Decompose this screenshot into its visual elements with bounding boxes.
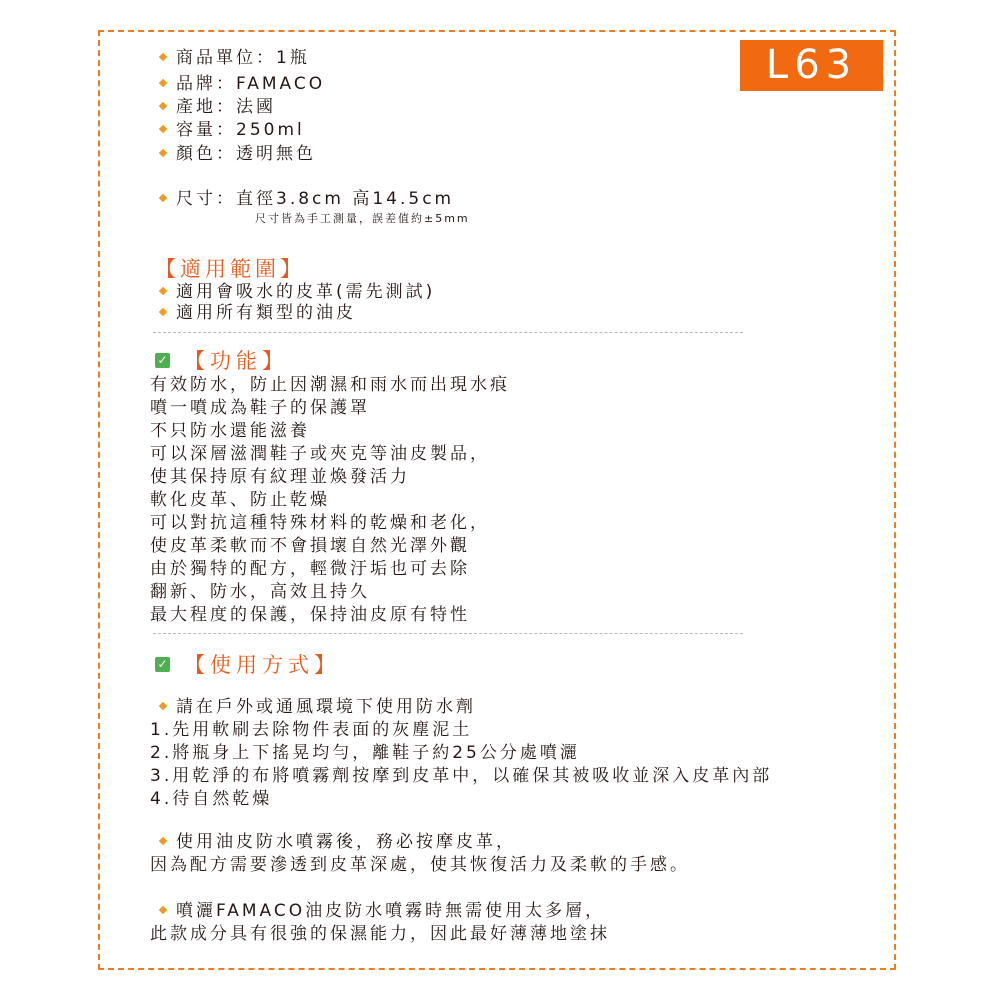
bullet-diamond-icon [159, 148, 167, 156]
method-intro: 請在戶外或通風環境下使用防水劑 [150, 696, 476, 718]
spec-capacity: 容量：250ml [150, 119, 305, 141]
function-line: 最大程度的保護，保持油皮原有特性 [150, 605, 470, 625]
bullet-diamond-icon [159, 124, 167, 132]
tip-massage-cont: 因為配方需要滲透到皮革深處，使其恢復活力及柔軟的手感。 [150, 855, 690, 875]
spec-origin: 產地：法國 [150, 96, 276, 118]
usage-scope-item: 適用會吸水的皮革(需先測試) [150, 281, 435, 303]
function-line: 由於獨特的配方，輕微汙垢也可去除 [150, 559, 470, 579]
spec-size: 尺寸：直徑3.8cm 高14.5cm [150, 188, 454, 210]
bullet-diamond-icon [159, 701, 167, 709]
bullet-diamond-icon [159, 905, 167, 913]
section-divider [153, 332, 743, 333]
tip-thin-layer: 噴灑FAMACO油皮防水噴霧時無需使用太多層， [150, 900, 605, 922]
method-heading: ✓ 【使用方式】 [155, 649, 340, 679]
function-line: 使其保持原有紋理並煥發活力 [150, 467, 410, 487]
function-heading: ✓ 【功能】 [155, 345, 288, 375]
bullet-diamond-icon [159, 286, 167, 294]
usage-scope-heading: 【適用範圍】 [155, 257, 305, 281]
usage-scope-item: 適用所有類型的油皮 [150, 302, 356, 324]
check-mark-icon: ✓ [155, 657, 170, 672]
method-step: 4.待自然乾燥 [150, 789, 273, 809]
bullet-diamond-icon [159, 307, 167, 315]
section-divider [153, 633, 743, 634]
spec-brand: 品牌：FAMACO [150, 73, 325, 95]
method-step: 3.用乾淨的布將噴霧劑按摩到皮革中，以確保其被吸收並深入皮革內部 [150, 766, 773, 786]
function-line: 可以對抗這種特殊材料的乾燥和老化， [150, 513, 490, 533]
bullet-diamond-icon [159, 78, 167, 86]
function-line: 不只防水還能滋養 [150, 421, 310, 441]
tip-massage: 使用油皮防水噴霧後，務必按摩皮革， [150, 831, 516, 853]
method-step: 1.先用軟刷去除物件表面的灰塵泥土 [150, 720, 473, 740]
function-line: 軟化皮革、防止乾燥 [150, 490, 330, 510]
size-note: 尺寸皆為手工測量，誤差值約±5mm [255, 212, 470, 225]
function-line: 可以深層滋潤鞋子或夾克等油皮製品， [150, 444, 490, 464]
bullet-diamond-icon [159, 52, 167, 60]
spec-color: 顏色：透明無色 [150, 143, 316, 165]
product-code-badge: L63 [740, 40, 883, 91]
function-line: 翻新、防水，高效且持久 [150, 582, 370, 602]
spec-unit: 商品單位：1瓶 [150, 47, 310, 69]
function-line: 使皮革柔軟而不會損壞自然光澤外觀 [150, 536, 470, 556]
check-mark-icon: ✓ [155, 353, 170, 368]
bullet-diamond-icon [159, 101, 167, 109]
tip-thin-layer-cont: 此款成分具有很強的保濕能力，因此最好薄薄地塗抹 [150, 924, 610, 944]
function-line: 噴一噴成為鞋子的保護罩 [150, 398, 370, 418]
function-line: 有效防水，防止因潮濕和雨水而出現水痕 [150, 375, 510, 395]
bullet-diamond-icon [159, 193, 167, 201]
method-step: 2.將瓶身上下搖晃均勻，離鞋子約25公分處噴灑 [150, 743, 580, 763]
bullet-diamond-icon [159, 836, 167, 844]
